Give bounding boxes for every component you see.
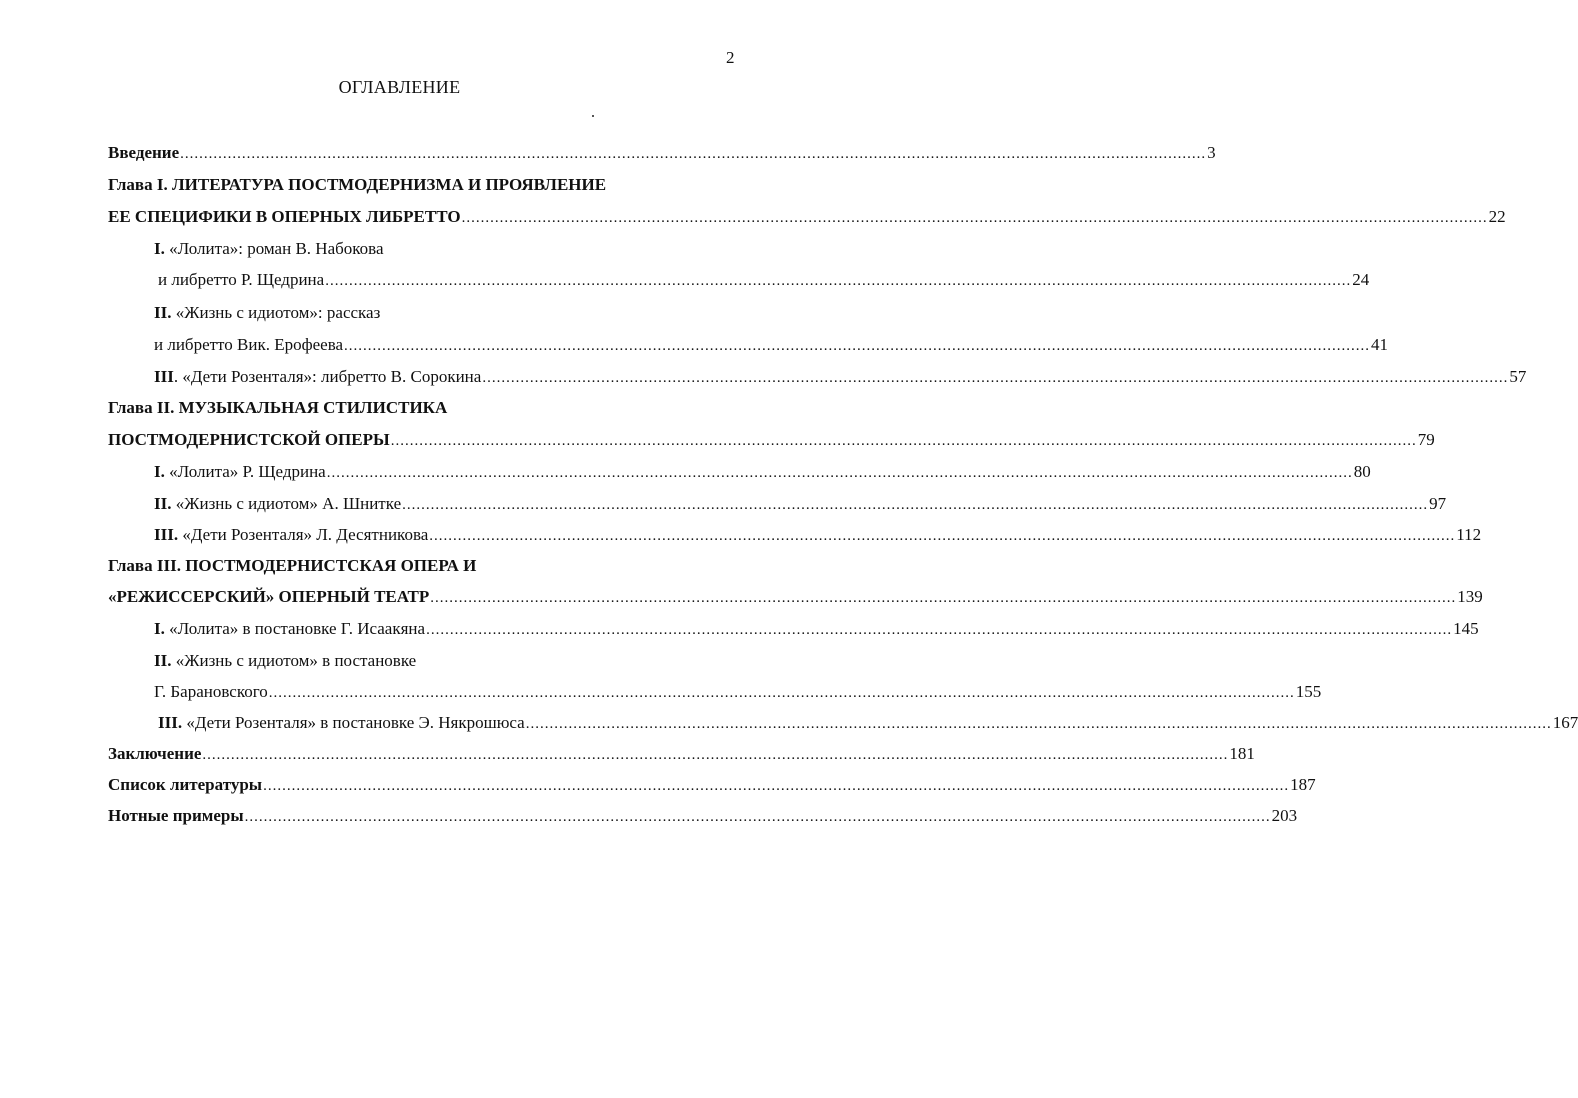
entry-page: 57 — [1509, 367, 1527, 386]
toc-chapter-1[interactable] — [108, 205, 1506, 229]
leader-dots: ........................................................................................................................................................................................................................ — [244, 809, 1271, 825]
entry-page: 97 — [1429, 494, 1447, 513]
toc-chapter-2-heading[interactable] — [108, 396, 447, 420]
chapter-heading-line-1: Глава I. ЛИТЕРАТУРА ПОСТМОДЕРНИЗМА И ПРОЯВЛЕНИЕ — [108, 175, 607, 194]
toc-chapter-2[interactable] — [108, 428, 1435, 452]
toc-chapter-1-heading[interactable] — [108, 173, 606, 197]
section-title: «Лолита»: роман В. Набокова — [169, 239, 384, 258]
section-title: «Лолита» в постановке Г. Исаакяна — [169, 619, 426, 638]
toc-entry-intro[interactable] — [108, 141, 1216, 165]
scan-speck — [592, 115, 594, 117]
entry-label: Нотные примеры — [108, 806, 244, 825]
leader-dots: ........................................................................................................................................................................................................................ — [482, 370, 1509, 386]
entry-page: 181 — [1229, 744, 1255, 763]
page-number: 2 — [726, 48, 735, 67]
section-number: III — [154, 367, 174, 386]
chapter-heading-line-2: «РЕЖИССЕРСКИЙ» ОПЕРНЫЙ ТЕАТР — [108, 587, 430, 606]
leader-dots: ........................................................................................................................................................................................................................ — [202, 747, 1229, 763]
section-number: I. — [154, 619, 165, 638]
section-number: III. — [154, 525, 179, 544]
section-title: «Жизнь с идиотом» в постановке — [175, 651, 417, 670]
leader-dots: ........................................................................................................................................................................................................................ — [263, 778, 1290, 794]
section-title: «Жизнь с идиотом»: рассказ — [175, 303, 381, 322]
leader-dots: ........................................................................................................................................................................................................................ — [180, 146, 1207, 162]
toc-section-1-1-line-1[interactable] — [154, 237, 384, 261]
toc-chapter-3[interactable] — [108, 585, 1483, 609]
section-number: I. — [154, 239, 165, 258]
toc-section-1-2-line-1[interactable] — [154, 301, 380, 325]
leader-dots: ........................................................................................................................................................................................................................ — [325, 273, 1352, 289]
entry-page: 79 — [1417, 430, 1435, 449]
section-title-cont: и либретто Р. Щедрина — [158, 270, 325, 289]
toc-entry-music-examples[interactable] — [108, 804, 1298, 828]
section-title: . «Дети Розенталя»: либретто В. Сорокина — [173, 367, 482, 386]
toc-section-3-2[interactable] — [154, 680, 1322, 704]
entry-page: 145 — [1453, 619, 1479, 638]
toc-entry-conclusion[interactable] — [108, 742, 1255, 766]
chapter-heading-line-2: ЕЕ СПЕЦИФИКИ В ОПЕРНЫХ ЛИБРЕТТО — [108, 207, 461, 226]
section-title-cont: Г. Барановского — [154, 682, 268, 701]
section-number: II. — [154, 494, 172, 513]
chapter-heading-line-1: Глава II. МУЗЫКАЛЬНАЯ СТИЛИСТИКА — [108, 398, 448, 417]
page-title: ОГЛАВЛЕНИЕ — [338, 77, 461, 97]
leader-dots: ........................................................................................................................................................................................................................ — [525, 716, 1552, 732]
entry-label: Введение — [108, 143, 180, 162]
entry-page: 139 — [1457, 587, 1483, 606]
leader-dots: ........................................................................................................................................................................................................................ — [344, 338, 1371, 354]
section-title: «Дети Розенталя» Л. Десятникова — [182, 525, 429, 544]
leader-dots: ........................................................................................................................................................................................................................ — [430, 590, 1457, 606]
section-title-cont: и либретто Вик. Ерофеева — [154, 335, 344, 354]
section-number: III. — [158, 713, 183, 732]
toc-section-2-2[interactable] — [154, 492, 1447, 516]
entry-label: Список литературы — [108, 775, 263, 794]
entry-page: 167 — [1552, 713, 1578, 732]
leader-dots: ........................................................................................................................................................................................................................ — [326, 465, 1353, 481]
toc-section-1-2[interactable] — [154, 333, 1389, 357]
entry-label: Заключение — [108, 744, 202, 763]
chapter-heading-line-1: Глава III. ПОСТМОДЕРНИСТСКАЯ ОПЕРА И — [108, 556, 477, 575]
toc-section-1-1[interactable] — [158, 268, 1370, 292]
leader-dots: ........................................................................................................................................................................................................................ — [426, 622, 1453, 638]
section-title: «Дети Розенталя» в постановке Э. Някрошюса — [186, 713, 525, 732]
leader-dots: ........................................................................................................................................................................................................................ — [402, 497, 1429, 513]
entry-page: 112 — [1456, 525, 1482, 544]
toc-section-1-3[interactable] — [154, 365, 1527, 389]
toc-entry-bibliography[interactable] — [108, 773, 1316, 797]
toc-section-3-3[interactable] — [158, 711, 1578, 735]
section-number: II. — [154, 651, 172, 670]
toc-section-2-3[interactable] — [154, 523, 1482, 547]
toc-chapter-3-heading[interactable] — [108, 554, 476, 578]
leader-dots: ........................................................................................................................................................................................................................ — [461, 210, 1488, 226]
entry-page: 41 — [1371, 335, 1389, 354]
toc-section-3-1[interactable] — [154, 617, 1479, 641]
section-number: II. — [154, 303, 172, 322]
toc-section-3-2-line-1[interactable] — [154, 649, 416, 673]
entry-page: 80 — [1353, 462, 1371, 481]
leader-dots: ........................................................................................................................................................................................................................ — [390, 433, 1417, 449]
section-title: «Жизнь с идиотом» А. Шнитке — [175, 494, 402, 513]
toc-section-2-1[interactable] — [154, 460, 1371, 484]
leader-dots: ........................................................................................................................................................................................................................ — [268, 685, 1295, 701]
leader-dots: ........................................................................................................................................................................................................................ — [429, 528, 1456, 544]
entry-page: 203 — [1271, 806, 1298, 825]
section-title: «Лолита» Р. Щедрина — [169, 462, 326, 481]
section-number: I. — [154, 462, 165, 481]
entry-page: 3 — [1207, 143, 1216, 162]
entry-page: 22 — [1488, 207, 1506, 226]
entry-page: 187 — [1290, 775, 1316, 794]
entry-page: 155 — [1295, 682, 1322, 701]
chapter-heading-line-2: ПОСТМОДЕРНИСТСКОЙ ОПЕРЫ — [108, 430, 390, 449]
entry-page: 24 — [1352, 270, 1370, 289]
